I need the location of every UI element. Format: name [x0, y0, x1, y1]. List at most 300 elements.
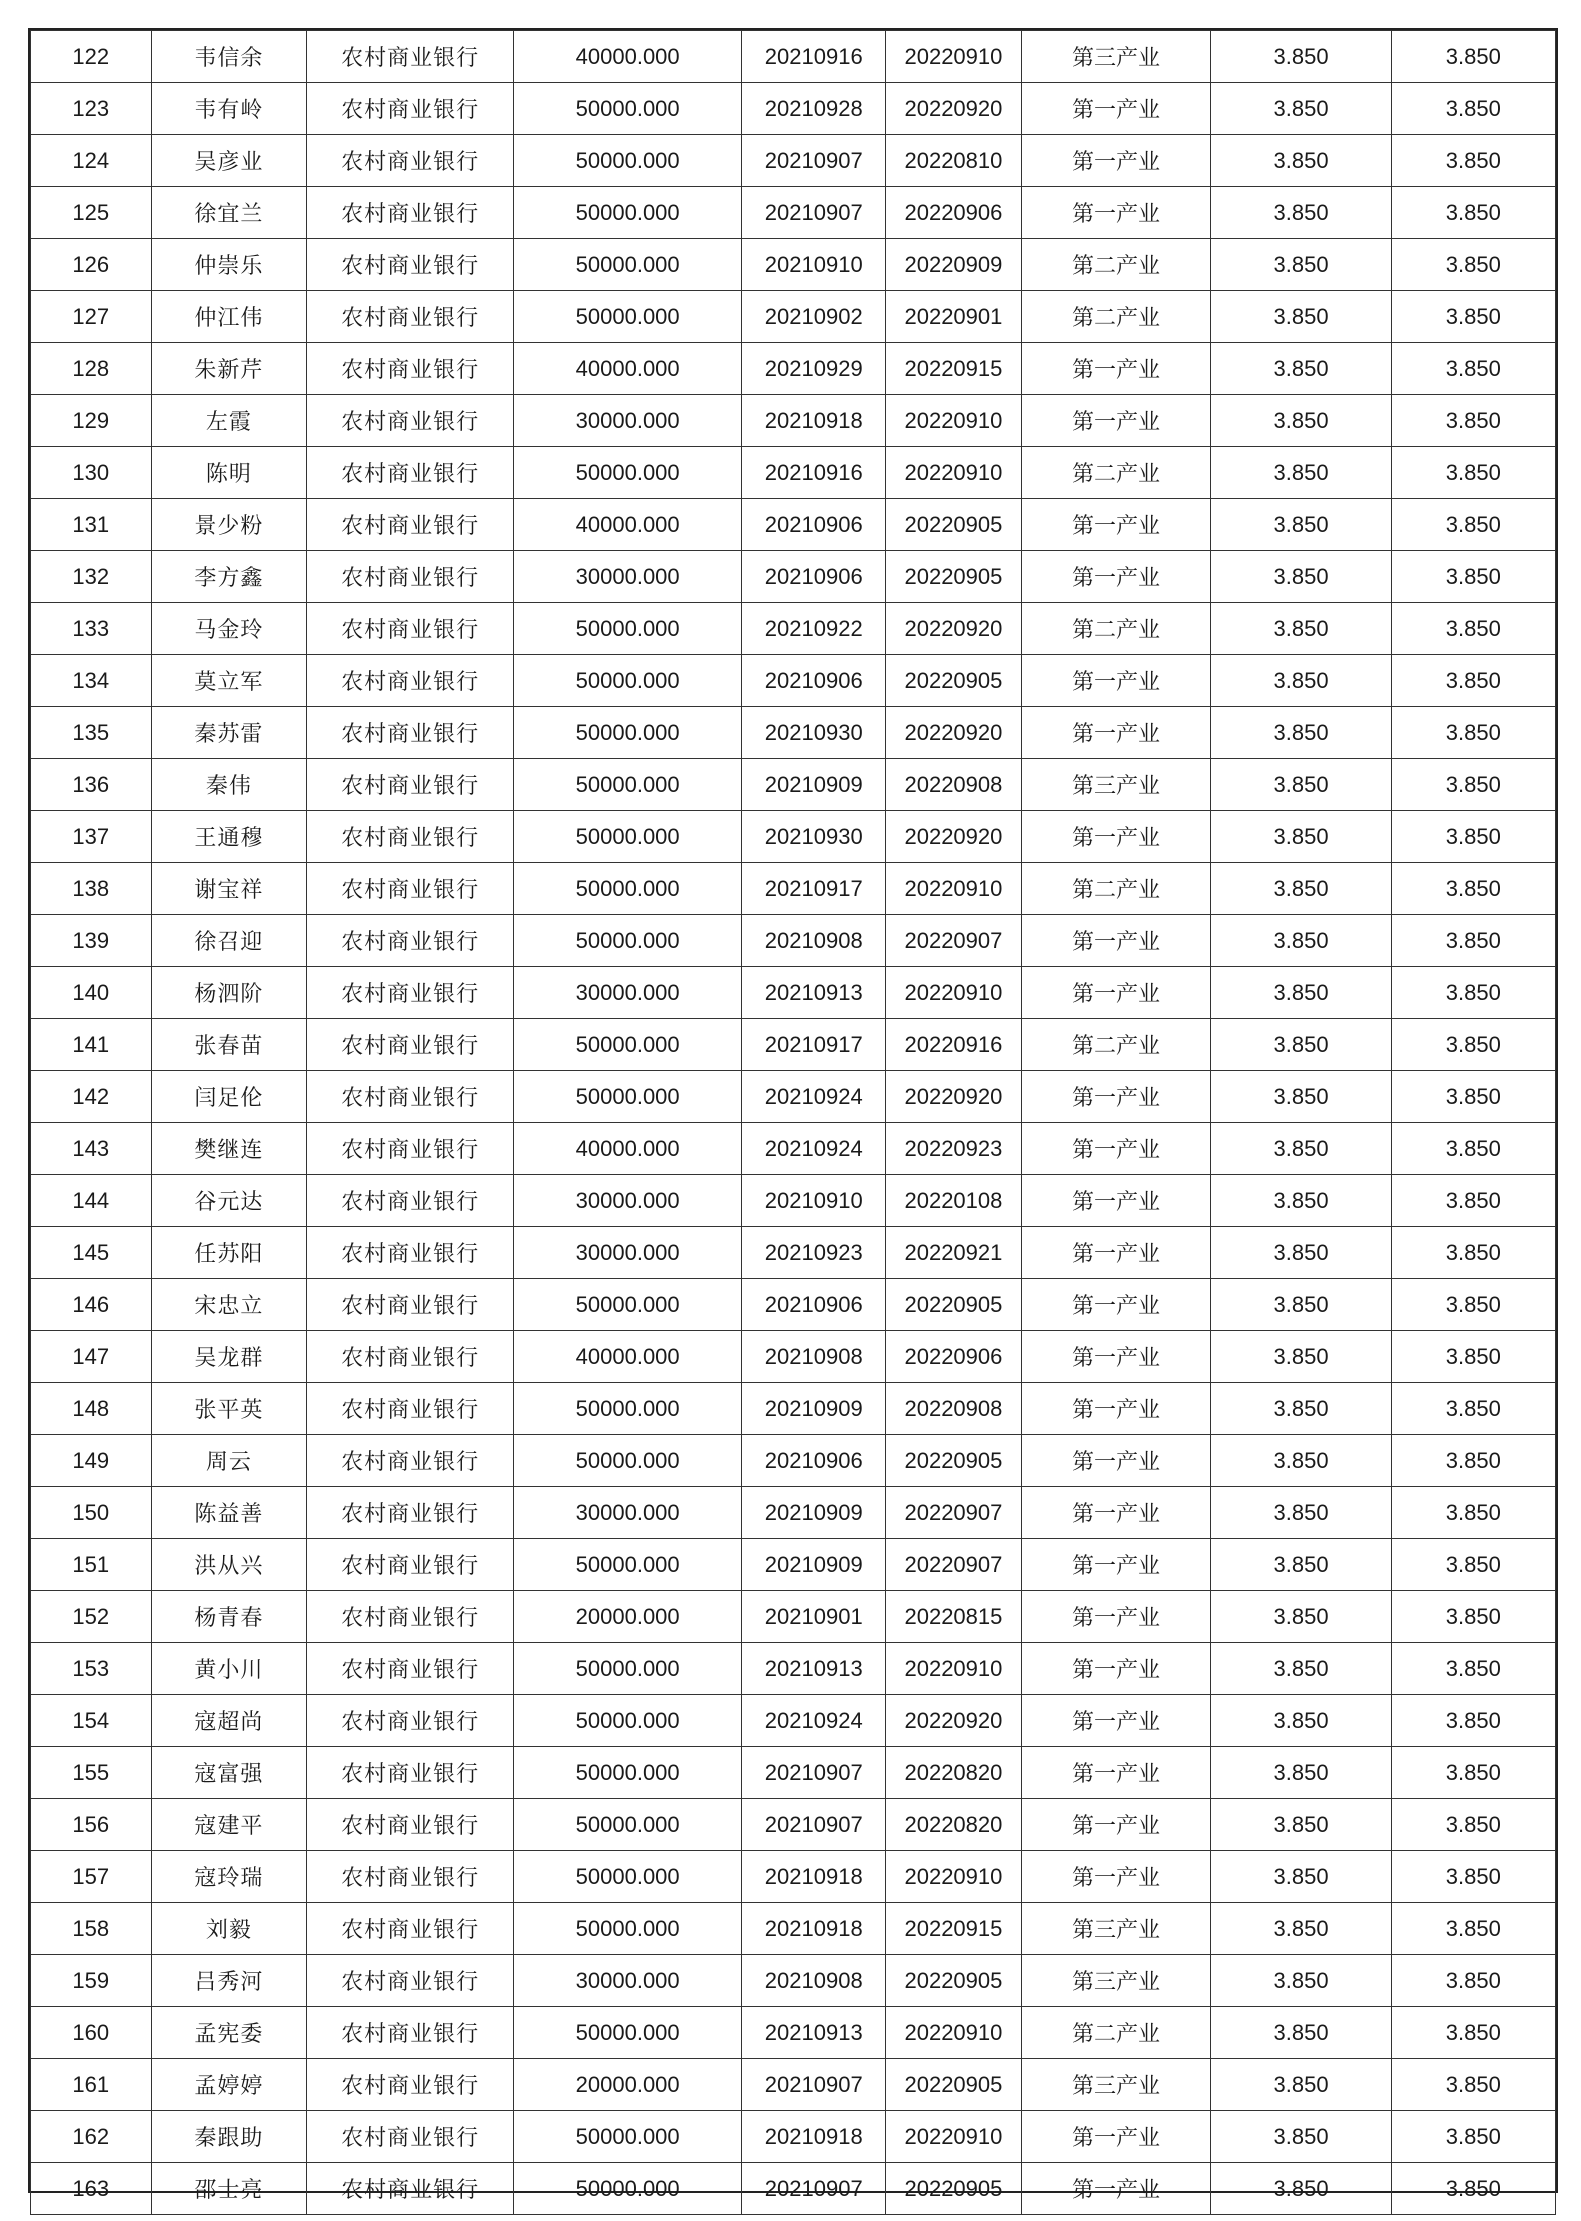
loan-table-sheet	[28, 28, 1558, 2203]
loan-amount-cell: 50000.000	[514, 1747, 742, 1799]
loan-amount-cell: 30000.000	[514, 1227, 742, 1279]
rate-b-cell: 3.850	[1391, 1019, 1555, 1071]
rate-b-cell: 3.850	[1391, 551, 1555, 603]
industry-cell: 第二产业	[1021, 291, 1211, 343]
industry-cell: 第一产业	[1021, 1591, 1211, 1643]
bank-name-cell: 农村商业银行	[307, 447, 514, 499]
borrower-name-cell: 陈益善	[151, 1487, 307, 1539]
table-row	[31, 83, 1556, 135]
start-date-cell: 20210917	[742, 863, 886, 915]
rate-a-cell: 3.850	[1211, 2163, 1391, 2215]
loan-amount-cell: 50000.000	[514, 1019, 742, 1071]
rate-b-cell: 3.850	[1391, 1955, 1555, 2007]
end-date-cell: 20220915	[886, 343, 1021, 395]
table-row	[31, 1955, 1556, 2007]
bank-name-cell: 农村商业银行	[307, 31, 514, 83]
rate-b-cell: 3.850	[1391, 187, 1555, 239]
end-date-cell: 20220908	[886, 1383, 1021, 1435]
start-date-cell: 20210917	[742, 1019, 886, 1071]
bank-name-cell: 农村商业银行	[307, 1955, 514, 2007]
rate-a-cell: 3.850	[1211, 811, 1391, 863]
bank-name-cell: 农村商业银行	[307, 2059, 514, 2111]
rate-b-cell: 3.850	[1391, 1227, 1555, 1279]
table-row	[31, 1643, 1556, 1695]
loan-amount-cell: 50000.000	[514, 1383, 742, 1435]
rate-b-cell: 3.850	[1391, 1487, 1555, 1539]
start-date-cell: 20210906	[742, 1279, 886, 1331]
industry-cell: 第三产业	[1021, 759, 1211, 811]
end-date-cell: 20220921	[886, 1227, 1021, 1279]
start-date-cell: 20210929	[742, 343, 886, 395]
rate-b-cell: 3.850	[1391, 2059, 1555, 2111]
rate-a-cell: 3.850	[1211, 1643, 1391, 1695]
rate-a-cell: 3.850	[1211, 1383, 1391, 1435]
end-date-cell: 20220108	[886, 1175, 1021, 1227]
borrower-name-cell: 徐宜兰	[151, 187, 307, 239]
start-date-cell: 20210916	[742, 447, 886, 499]
borrower-name-cell: 寇玲瑞	[151, 1851, 307, 1903]
bank-name-cell: 农村商业银行	[307, 135, 514, 187]
start-date-cell: 20210918	[742, 395, 886, 447]
loan-amount-cell: 50000.000	[514, 1643, 742, 1695]
rate-b-cell: 3.850	[1391, 2007, 1555, 2059]
start-date-cell: 20210918	[742, 1851, 886, 1903]
row-number-cell: 153	[31, 1643, 152, 1695]
row-number-cell: 157	[31, 1851, 152, 1903]
start-date-cell: 20210907	[742, 187, 886, 239]
loan-amount-cell: 50000.000	[514, 2007, 742, 2059]
row-number-cell: 160	[31, 2007, 152, 2059]
table-row	[31, 1851, 1556, 1903]
loan-amount-cell: 50000.000	[514, 447, 742, 499]
row-number-cell: 137	[31, 811, 152, 863]
bank-name-cell: 农村商业银行	[307, 1643, 514, 1695]
bank-name-cell: 农村商业银行	[307, 1123, 514, 1175]
end-date-cell: 20220910	[886, 967, 1021, 1019]
bank-name-cell: 农村商业银行	[307, 1851, 514, 1903]
end-date-cell: 20220910	[886, 31, 1021, 83]
row-number-cell: 151	[31, 1539, 152, 1591]
industry-cell: 第一产业	[1021, 1123, 1211, 1175]
table-row	[31, 31, 1556, 83]
table-row	[31, 915, 1556, 967]
loan-amount-cell: 50000.000	[514, 1799, 742, 1851]
end-date-cell: 20220906	[886, 1331, 1021, 1383]
rate-b-cell: 3.850	[1391, 239, 1555, 291]
start-date-cell: 20210907	[742, 1747, 886, 1799]
start-date-cell: 20210924	[742, 1123, 886, 1175]
bank-name-cell: 农村商业银行	[307, 603, 514, 655]
start-date-cell: 20210906	[742, 551, 886, 603]
row-number-cell: 128	[31, 343, 152, 395]
rate-b-cell: 3.850	[1391, 1591, 1555, 1643]
rate-a-cell: 3.850	[1211, 239, 1391, 291]
loan-amount-cell: 50000.000	[514, 1071, 742, 1123]
end-date-cell: 20220907	[886, 915, 1021, 967]
table-row	[31, 1175, 1556, 1227]
industry-cell: 第一产业	[1021, 2163, 1211, 2215]
rate-b-cell: 3.850	[1391, 1539, 1555, 1591]
table-row	[31, 655, 1556, 707]
rate-a-cell: 3.850	[1211, 1539, 1391, 1591]
rate-b-cell: 3.850	[1391, 759, 1555, 811]
industry-cell: 第二产业	[1021, 1019, 1211, 1071]
rate-b-cell: 3.850	[1391, 447, 1555, 499]
table-row	[31, 2163, 1556, 2215]
table-row	[31, 811, 1556, 863]
borrower-name-cell: 仲江伟	[151, 291, 307, 343]
industry-cell: 第一产业	[1021, 395, 1211, 447]
borrower-name-cell: 马金玲	[151, 603, 307, 655]
rate-a-cell: 3.850	[1211, 447, 1391, 499]
rate-a-cell: 3.850	[1211, 135, 1391, 187]
rate-a-cell: 3.850	[1211, 863, 1391, 915]
row-number-cell: 135	[31, 707, 152, 759]
rate-b-cell: 3.850	[1391, 967, 1555, 1019]
borrower-name-cell: 张春苗	[151, 1019, 307, 1071]
borrower-name-cell: 李方鑫	[151, 551, 307, 603]
bank-name-cell: 农村商业银行	[307, 1279, 514, 1331]
loan-amount-cell: 50000.000	[514, 239, 742, 291]
end-date-cell: 20220905	[886, 2059, 1021, 2111]
table-row	[31, 1591, 1556, 1643]
borrower-name-cell: 张平英	[151, 1383, 307, 1435]
start-date-cell: 20210908	[742, 1955, 886, 2007]
borrower-name-cell: 吴彦业	[151, 135, 307, 187]
rate-b-cell: 3.850	[1391, 343, 1555, 395]
industry-cell: 第一产业	[1021, 1435, 1211, 1487]
rate-b-cell: 3.850	[1391, 1695, 1555, 1747]
industry-cell: 第一产业	[1021, 811, 1211, 863]
industry-cell: 第三产业	[1021, 1903, 1211, 1955]
bank-name-cell: 农村商业银行	[307, 759, 514, 811]
rate-b-cell: 3.850	[1391, 395, 1555, 447]
industry-cell: 第一产业	[1021, 1175, 1211, 1227]
table-row	[31, 395, 1556, 447]
industry-cell: 第一产业	[1021, 83, 1211, 135]
industry-cell: 第二产业	[1021, 2007, 1211, 2059]
loan-amount-cell: 40000.000	[514, 1123, 742, 1175]
bank-name-cell: 农村商业银行	[307, 915, 514, 967]
rate-a-cell: 3.850	[1211, 1279, 1391, 1331]
rate-b-cell: 3.850	[1391, 1123, 1555, 1175]
industry-cell: 第二产业	[1021, 603, 1211, 655]
rate-a-cell: 3.850	[1211, 967, 1391, 1019]
rate-b-cell: 3.850	[1391, 707, 1555, 759]
start-date-cell: 20210908	[742, 1331, 886, 1383]
bank-name-cell: 农村商业银行	[307, 395, 514, 447]
rate-a-cell: 3.850	[1211, 915, 1391, 967]
end-date-cell: 20220916	[886, 1019, 1021, 1071]
start-date-cell: 20210909	[742, 759, 886, 811]
table-row	[31, 1123, 1556, 1175]
end-date-cell: 20220910	[886, 447, 1021, 499]
row-number-cell: 142	[31, 1071, 152, 1123]
start-date-cell: 20210924	[742, 1071, 886, 1123]
rate-a-cell: 3.850	[1211, 1435, 1391, 1487]
row-number-cell: 133	[31, 603, 152, 655]
loan-amount-cell: 50000.000	[514, 915, 742, 967]
rate-a-cell: 3.850	[1211, 603, 1391, 655]
loan-amount-cell: 20000.000	[514, 2059, 742, 2111]
rate-b-cell: 3.850	[1391, 499, 1555, 551]
rate-a-cell: 3.850	[1211, 1331, 1391, 1383]
loan-amount-cell: 50000.000	[514, 1539, 742, 1591]
table-row	[31, 291, 1556, 343]
rate-a-cell: 3.850	[1211, 1123, 1391, 1175]
bank-name-cell: 农村商业银行	[307, 2163, 514, 2215]
rate-b-cell: 3.850	[1391, 1383, 1555, 1435]
start-date-cell: 20210910	[742, 1175, 886, 1227]
bank-name-cell: 农村商业银行	[307, 2007, 514, 2059]
industry-cell: 第二产业	[1021, 447, 1211, 499]
rate-b-cell: 3.850	[1391, 1071, 1555, 1123]
table-row	[31, 603, 1556, 655]
start-date-cell: 20210909	[742, 1539, 886, 1591]
borrower-name-cell: 闫足伦	[151, 1071, 307, 1123]
end-date-cell: 20220920	[886, 83, 1021, 135]
end-date-cell: 20220905	[886, 2163, 1021, 2215]
end-date-cell: 20220905	[886, 1279, 1021, 1331]
end-date-cell: 20220915	[886, 1903, 1021, 1955]
loan-table-body	[31, 31, 1556, 2215]
borrower-name-cell: 秦伟	[151, 759, 307, 811]
borrower-name-cell: 寇富强	[151, 1747, 307, 1799]
end-date-cell: 20220905	[886, 1435, 1021, 1487]
industry-cell: 第一产业	[1021, 1331, 1211, 1383]
rate-a-cell: 3.850	[1211, 655, 1391, 707]
bank-name-cell: 农村商业银行	[307, 967, 514, 1019]
bank-name-cell: 农村商业银行	[307, 1175, 514, 1227]
borrower-name-cell: 任苏阳	[151, 1227, 307, 1279]
industry-cell: 第一产业	[1021, 1383, 1211, 1435]
borrower-name-cell: 韦信余	[151, 31, 307, 83]
industry-cell: 第一产业	[1021, 187, 1211, 239]
borrower-name-cell: 宋忠立	[151, 1279, 307, 1331]
bank-name-cell: 农村商业银行	[307, 291, 514, 343]
row-number-cell: 159	[31, 1955, 152, 2007]
row-number-cell: 145	[31, 1227, 152, 1279]
rate-b-cell: 3.850	[1391, 915, 1555, 967]
industry-cell: 第一产业	[1021, 499, 1211, 551]
rate-a-cell: 3.850	[1211, 2111, 1391, 2163]
rate-b-cell: 3.850	[1391, 603, 1555, 655]
rate-b-cell: 3.850	[1391, 1747, 1555, 1799]
rate-a-cell: 3.850	[1211, 291, 1391, 343]
borrower-name-cell: 徐召迎	[151, 915, 307, 967]
bank-name-cell: 农村商业银行	[307, 1435, 514, 1487]
industry-cell: 第一产业	[1021, 1799, 1211, 1851]
loan-amount-cell: 50000.000	[514, 863, 742, 915]
borrower-name-cell: 左霞	[151, 395, 307, 447]
rate-a-cell: 3.850	[1211, 1071, 1391, 1123]
row-number-cell: 146	[31, 1279, 152, 1331]
borrower-name-cell: 莫立军	[151, 655, 307, 707]
start-date-cell: 20210928	[742, 83, 886, 135]
end-date-cell: 20220905	[886, 551, 1021, 603]
end-date-cell: 20220920	[886, 1695, 1021, 1747]
rate-a-cell: 3.850	[1211, 1955, 1391, 2007]
borrower-name-cell: 孟宪委	[151, 2007, 307, 2059]
end-date-cell: 20220910	[886, 395, 1021, 447]
start-date-cell: 20210913	[742, 1643, 886, 1695]
industry-cell: 第一产业	[1021, 1539, 1211, 1591]
start-date-cell: 20210907	[742, 135, 886, 187]
end-date-cell: 20220810	[886, 135, 1021, 187]
end-date-cell: 20220920	[886, 603, 1021, 655]
end-date-cell: 20220920	[886, 1071, 1021, 1123]
industry-cell: 第一产业	[1021, 915, 1211, 967]
rate-b-cell: 3.850	[1391, 1643, 1555, 1695]
industry-cell: 第三产业	[1021, 1955, 1211, 2007]
bank-name-cell: 农村商业银行	[307, 1539, 514, 1591]
end-date-cell: 20220920	[886, 707, 1021, 759]
loan-amount-cell: 30000.000	[514, 1487, 742, 1539]
rate-b-cell: 3.850	[1391, 1331, 1555, 1383]
row-number-cell: 136	[31, 759, 152, 811]
rate-b-cell: 3.850	[1391, 863, 1555, 915]
end-date-cell: 20220910	[886, 1643, 1021, 1695]
start-date-cell: 20210913	[742, 2007, 886, 2059]
row-number-cell: 131	[31, 499, 152, 551]
start-date-cell: 20210907	[742, 2059, 886, 2111]
loan-amount-cell: 40000.000	[514, 31, 742, 83]
borrower-name-cell: 寇超尚	[151, 1695, 307, 1747]
loan-amount-cell: 50000.000	[514, 707, 742, 759]
industry-cell: 第一产业	[1021, 1487, 1211, 1539]
start-date-cell: 20210906	[742, 1435, 886, 1487]
start-date-cell: 20210918	[742, 2111, 886, 2163]
industry-cell: 第一产业	[1021, 343, 1211, 395]
row-number-cell: 144	[31, 1175, 152, 1227]
industry-cell: 第一产业	[1021, 2111, 1211, 2163]
rate-b-cell: 3.850	[1391, 291, 1555, 343]
bank-name-cell: 农村商业银行	[307, 1071, 514, 1123]
table-row	[31, 343, 1556, 395]
borrower-name-cell: 秦跟助	[151, 2111, 307, 2163]
start-date-cell: 20210906	[742, 499, 886, 551]
row-number-cell: 158	[31, 1903, 152, 1955]
start-date-cell: 20210916	[742, 31, 886, 83]
end-date-cell: 20220907	[886, 1539, 1021, 1591]
borrower-name-cell: 邵士亮	[151, 2163, 307, 2215]
borrower-name-cell: 杨青春	[151, 1591, 307, 1643]
industry-cell: 第一产业	[1021, 655, 1211, 707]
end-date-cell: 20220905	[886, 499, 1021, 551]
borrower-name-cell: 杨泗阶	[151, 967, 307, 1019]
rate-a-cell: 3.850	[1211, 1747, 1391, 1799]
end-date-cell: 20220910	[886, 2007, 1021, 2059]
loan-amount-cell: 50000.000	[514, 1903, 742, 1955]
end-date-cell: 20220901	[886, 291, 1021, 343]
table-row	[31, 1435, 1556, 1487]
table-row	[31, 1019, 1556, 1071]
borrower-name-cell: 孟婷婷	[151, 2059, 307, 2111]
borrower-name-cell: 吴龙群	[151, 1331, 307, 1383]
row-number-cell: 134	[31, 655, 152, 707]
table-row	[31, 2007, 1556, 2059]
end-date-cell: 20220923	[886, 1123, 1021, 1175]
row-number-cell: 156	[31, 1799, 152, 1851]
loan-table	[30, 30, 1556, 2215]
end-date-cell: 20220820	[886, 1747, 1021, 1799]
row-number-cell: 147	[31, 1331, 152, 1383]
borrower-name-cell: 朱新芹	[151, 343, 307, 395]
end-date-cell: 20220905	[886, 1955, 1021, 2007]
rate-b-cell: 3.850	[1391, 1175, 1555, 1227]
row-number-cell: 161	[31, 2059, 152, 2111]
bank-name-cell: 农村商业银行	[307, 1695, 514, 1747]
bank-name-cell: 农村商业银行	[307, 187, 514, 239]
rate-a-cell: 3.850	[1211, 1799, 1391, 1851]
industry-cell: 第一产业	[1021, 1071, 1211, 1123]
start-date-cell: 20210906	[742, 655, 886, 707]
bank-name-cell: 农村商业银行	[307, 1019, 514, 1071]
borrower-name-cell: 樊继连	[151, 1123, 307, 1175]
rate-b-cell: 3.850	[1391, 1279, 1555, 1331]
start-date-cell: 20210907	[742, 1799, 886, 1851]
rate-a-cell: 3.850	[1211, 1175, 1391, 1227]
loan-amount-cell: 40000.000	[514, 499, 742, 551]
table-row	[31, 239, 1556, 291]
loan-amount-cell: 30000.000	[514, 1955, 742, 2007]
table-row	[31, 1331, 1556, 1383]
rate-a-cell: 3.850	[1211, 1903, 1391, 1955]
loan-amount-cell: 50000.000	[514, 1851, 742, 1903]
row-number-cell: 126	[31, 239, 152, 291]
table-row	[31, 135, 1556, 187]
table-row	[31, 1799, 1556, 1851]
row-number-cell: 123	[31, 83, 152, 135]
loan-amount-cell: 50000.000	[514, 811, 742, 863]
table-row	[31, 1383, 1556, 1435]
borrower-name-cell: 黄小川	[151, 1643, 307, 1695]
start-date-cell: 20210909	[742, 1383, 886, 1435]
rate-b-cell: 3.850	[1391, 811, 1555, 863]
rate-b-cell: 3.850	[1391, 2163, 1555, 2215]
bank-name-cell: 农村商业银行	[307, 707, 514, 759]
table-row	[31, 1071, 1556, 1123]
industry-cell: 第一产业	[1021, 135, 1211, 187]
row-number-cell: 152	[31, 1591, 152, 1643]
table-row	[31, 863, 1556, 915]
end-date-cell: 20220815	[886, 1591, 1021, 1643]
industry-cell: 第一产业	[1021, 1643, 1211, 1695]
borrower-name-cell: 吕秀河	[151, 1955, 307, 2007]
end-date-cell: 20220907	[886, 1487, 1021, 1539]
loan-amount-cell: 20000.000	[514, 1591, 742, 1643]
loan-amount-cell: 50000.000	[514, 83, 742, 135]
table-row	[31, 187, 1556, 239]
table-row	[31, 759, 1556, 811]
bank-name-cell: 农村商业银行	[307, 1747, 514, 1799]
loan-amount-cell: 50000.000	[514, 1279, 742, 1331]
borrower-name-cell: 陈明	[151, 447, 307, 499]
borrower-name-cell: 谢宝祥	[151, 863, 307, 915]
row-number-cell: 127	[31, 291, 152, 343]
table-row	[31, 1227, 1556, 1279]
table-row	[31, 707, 1556, 759]
row-number-cell: 143	[31, 1123, 152, 1175]
borrower-name-cell: 刘毅	[151, 1903, 307, 1955]
rate-b-cell: 3.850	[1391, 31, 1555, 83]
row-number-cell: 122	[31, 31, 152, 83]
row-number-cell: 150	[31, 1487, 152, 1539]
loan-amount-cell: 50000.000	[514, 2111, 742, 2163]
end-date-cell: 20220905	[886, 655, 1021, 707]
bank-name-cell: 农村商业银行	[307, 499, 514, 551]
bank-name-cell: 农村商业银行	[307, 239, 514, 291]
